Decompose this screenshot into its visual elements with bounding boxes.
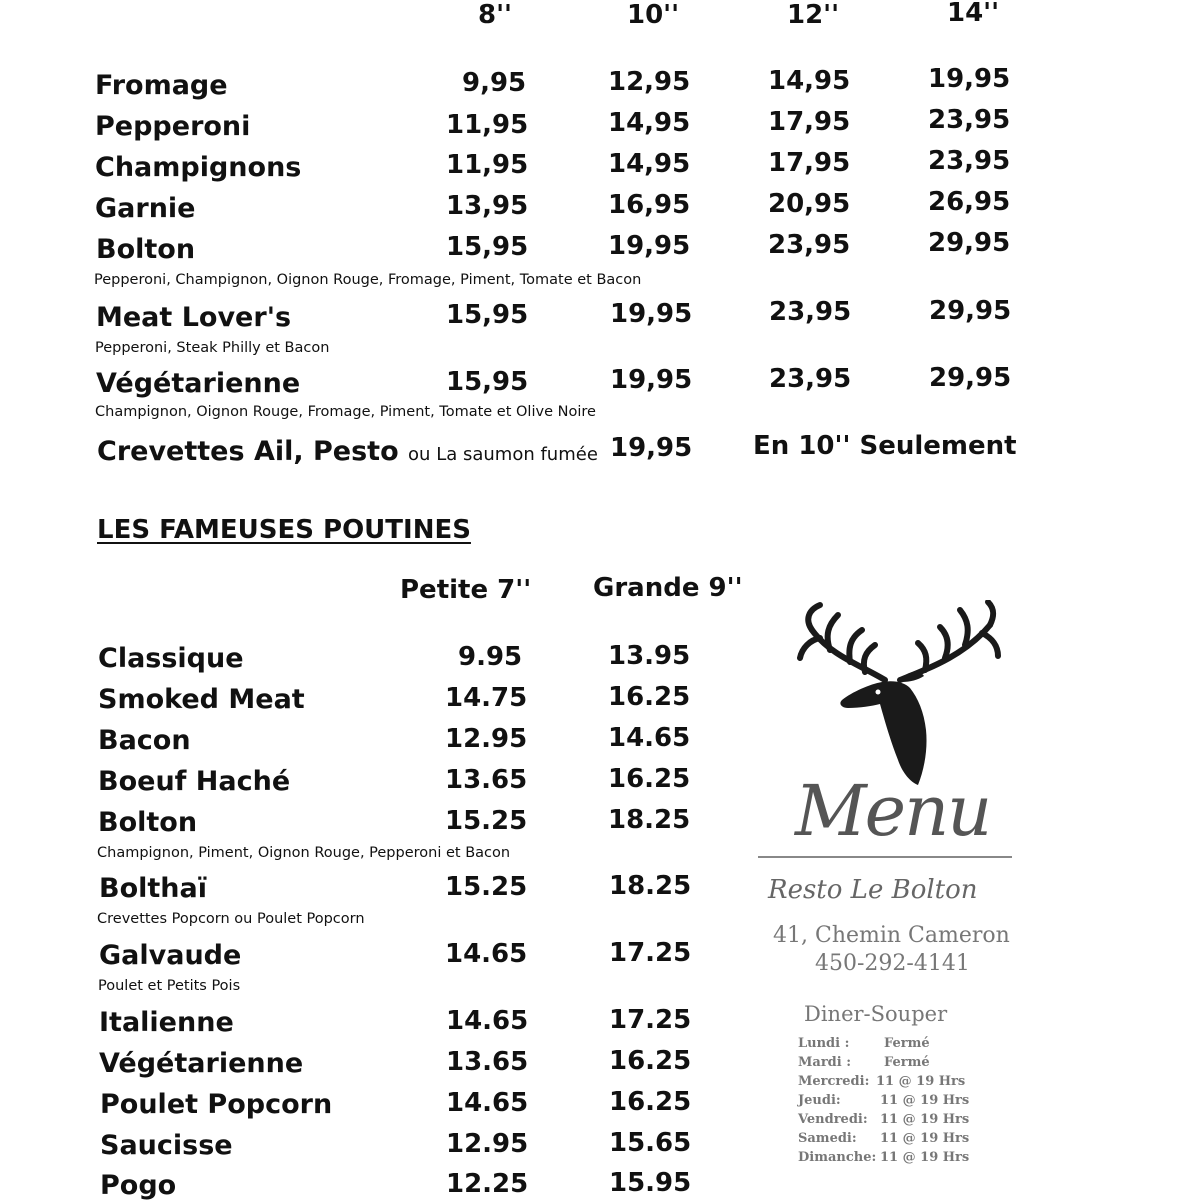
hours-day: Mercredi:	[798, 1074, 870, 1089]
poutine-price: 15.25	[445, 872, 528, 902]
hours-day: Lundi :	[798, 1036, 850, 1051]
hours-day: Jeudi:	[798, 1093, 841, 1108]
pizza-item-name: Bolton	[96, 234, 196, 265]
poutine-price: 16.25	[608, 682, 691, 712]
pizza-price: 20,95	[768, 189, 851, 219]
hours-day: Dimanche:	[798, 1150, 877, 1165]
pizza-item-name: Végétarienne	[96, 368, 301, 399]
hours-row	[798, 1129, 969, 1148]
poutine-price: 12.95	[445, 724, 528, 754]
hours-day: Vendredi:	[798, 1112, 868, 1127]
pizza-price: 12,95	[608, 67, 691, 97]
poutine-item-description: Poulet et Petits Pois	[98, 978, 241, 994]
poutine-price: 9.95	[458, 642, 523, 672]
pizza-price: 15,95	[446, 232, 529, 262]
poutine-item-name: Bolthaï	[99, 873, 207, 904]
pizza-size-8: 8''	[478, 0, 513, 30]
pizza-price: 16,95	[608, 190, 691, 220]
pizza-price: 26,95	[928, 187, 1011, 217]
pizza-special-name	[97, 436, 598, 467]
pizza-price: 19,95	[610, 299, 693, 329]
hours-day: Mardi :	[798, 1055, 852, 1070]
poutine-price: 13.65	[446, 1047, 529, 1077]
poutine-price: 16.25	[608, 764, 691, 794]
pizza-price: 14,95	[608, 149, 691, 179]
poutine-price: 15.25	[445, 806, 528, 836]
restaurant-address: 41, Chemin Cameron	[773, 923, 1010, 948]
pizza-price: 29,95	[928, 228, 1011, 258]
pizza-item-name: Meat Lover's	[96, 302, 292, 333]
poutine-price: 12.25	[446, 1169, 529, 1199]
pizza-item-description: Pepperoni, Steak Philly et Bacon	[95, 340, 330, 356]
poutine-item-name: Poulet Popcorn	[100, 1089, 333, 1120]
pizza-special-title: Crevettes Ail, Pesto	[97, 436, 399, 467]
poutine-price: 17.25	[609, 1005, 692, 1035]
pizza-price: 23,95	[928, 146, 1011, 176]
poutine-price: 14.65	[446, 1006, 529, 1036]
restaurant-name: Resto Le Bolton	[768, 875, 978, 905]
poutine-price: 14.65	[608, 723, 691, 753]
hours-value: 11 @ 19 Hrs	[876, 1074, 966, 1089]
hours-value: Fermé	[884, 1055, 930, 1070]
pizza-price: 17,95	[768, 148, 851, 178]
pizza-price: 9,95	[462, 68, 527, 98]
pizza-price: 23,95	[769, 297, 852, 327]
poutine-size-large: Grande 9''	[593, 573, 743, 603]
pizza-size-10: 10''	[627, 0, 680, 30]
pizza-item-description: Champignon, Oignon Rouge, Fromage, Piment, Tomate et Olive Noire	[95, 404, 596, 420]
restaurant-phone: 450-292-4141	[815, 951, 970, 976]
pizza-price: 19,95	[928, 64, 1011, 94]
poutine-item-name: Bolton	[98, 807, 198, 838]
pizza-price: 19,95	[610, 365, 693, 395]
opening-hours	[798, 1034, 969, 1167]
pizza-price: 19,95	[608, 231, 691, 261]
poutine-section-title: LES FAMEUSES POUTINES	[97, 515, 471, 545]
hours-row	[798, 1148, 969, 1167]
hours-value: Fermé	[884, 1036, 930, 1051]
pizza-price: 15,95	[446, 300, 529, 330]
pizza-item-description: Pepperoni, Champignon, Oignon Rouge, Fromage, Piment, Tomate et Bacon	[94, 272, 642, 288]
pizza-price: 29,95	[929, 363, 1012, 393]
poutine-item-name: Bacon	[98, 725, 191, 756]
hours-row	[798, 1110, 969, 1129]
pizza-size-12: 12''	[787, 0, 840, 30]
pizza-price: 29,95	[929, 296, 1012, 326]
pizza-item-name: Fromage	[95, 70, 228, 101]
pizza-item-name: Garnie	[95, 193, 196, 224]
poutine-price: 14.75	[445, 683, 528, 713]
poutine-price: 15.65	[609, 1128, 692, 1158]
hours-row	[798, 1072, 969, 1091]
pizza-price: 23,95	[928, 105, 1011, 135]
deer-head-icon	[790, 600, 1010, 785]
poutine-price: 14.65	[446, 1088, 529, 1118]
poutine-price: 18.25	[608, 805, 691, 835]
poutine-price: 13.65	[445, 765, 528, 795]
hours-row	[798, 1091, 969, 1110]
poutine-item-name: Saucisse	[100, 1130, 233, 1161]
pizza-price: 11,95	[446, 110, 529, 140]
hours-day: Samedi:	[798, 1131, 857, 1146]
poutine-item-description: Crevettes Popcorn ou Poulet Popcorn	[97, 911, 365, 927]
poutine-price: 15.95	[609, 1168, 692, 1198]
poutine-item-name: Smoked Meat	[98, 684, 305, 715]
hours-value: 11 @ 19 Hrs	[880, 1093, 970, 1108]
pizza-special-note: En 10'' Seulement	[753, 431, 1017, 461]
poutine-price: 16.25	[609, 1087, 692, 1117]
pizza-price: 13,95	[446, 191, 529, 221]
hours-value: 11 @ 19 Hrs	[880, 1150, 970, 1165]
poutine-item-name: Boeuf Haché	[98, 766, 291, 797]
pizza-item-name: Champignons	[95, 152, 302, 183]
pizza-item-name: Pepperoni	[95, 111, 251, 142]
pizza-price: 11,95	[446, 150, 529, 180]
pizza-special-price: 19,95	[610, 433, 693, 463]
poutine-item-name: Végétarienne	[99, 1048, 304, 1079]
pizza-price: 14,95	[768, 66, 851, 96]
pizza-price: 14,95	[608, 108, 691, 138]
pizza-price: 15,95	[446, 367, 529, 397]
hours-row	[798, 1034, 969, 1053]
hours-value: 11 @ 19 Hrs	[880, 1112, 970, 1127]
pizza-price: 23,95	[768, 230, 851, 260]
poutine-item-name: Italienne	[99, 1007, 234, 1038]
poutine-price: 14.65	[445, 939, 528, 969]
poutine-item-description: Champignon, Piment, Oignon Rouge, Pepperoni et Bacon	[97, 845, 511, 861]
pizza-price: 23,95	[769, 364, 852, 394]
poutine-item-name: Pogo	[100, 1170, 177, 1201]
poutine-size-small: Petite 7''	[400, 575, 532, 605]
hours-row	[798, 1053, 969, 1072]
poutine-price: 16.25	[609, 1046, 692, 1076]
hours-value: 11 @ 19 Hrs	[880, 1131, 970, 1146]
poutine-item-name: Classique	[98, 643, 244, 674]
hours-title: Diner-Souper	[804, 1002, 948, 1026]
pizza-size-14: 14''	[947, 0, 1000, 28]
poutine-item-name: Galvaude	[99, 940, 242, 971]
poutine-price: 12.95	[446, 1129, 529, 1159]
pizza-special-suffix: ou La saumon fumée	[408, 444, 598, 465]
pizza-price: 17,95	[768, 107, 851, 137]
poutine-price: 13.95	[608, 641, 691, 671]
poutine-price: 18.25	[609, 871, 692, 901]
poutine-price: 17.25	[609, 938, 692, 968]
menu-divider	[758, 856, 1012, 858]
menu-logo-text: Menu	[795, 770, 991, 852]
